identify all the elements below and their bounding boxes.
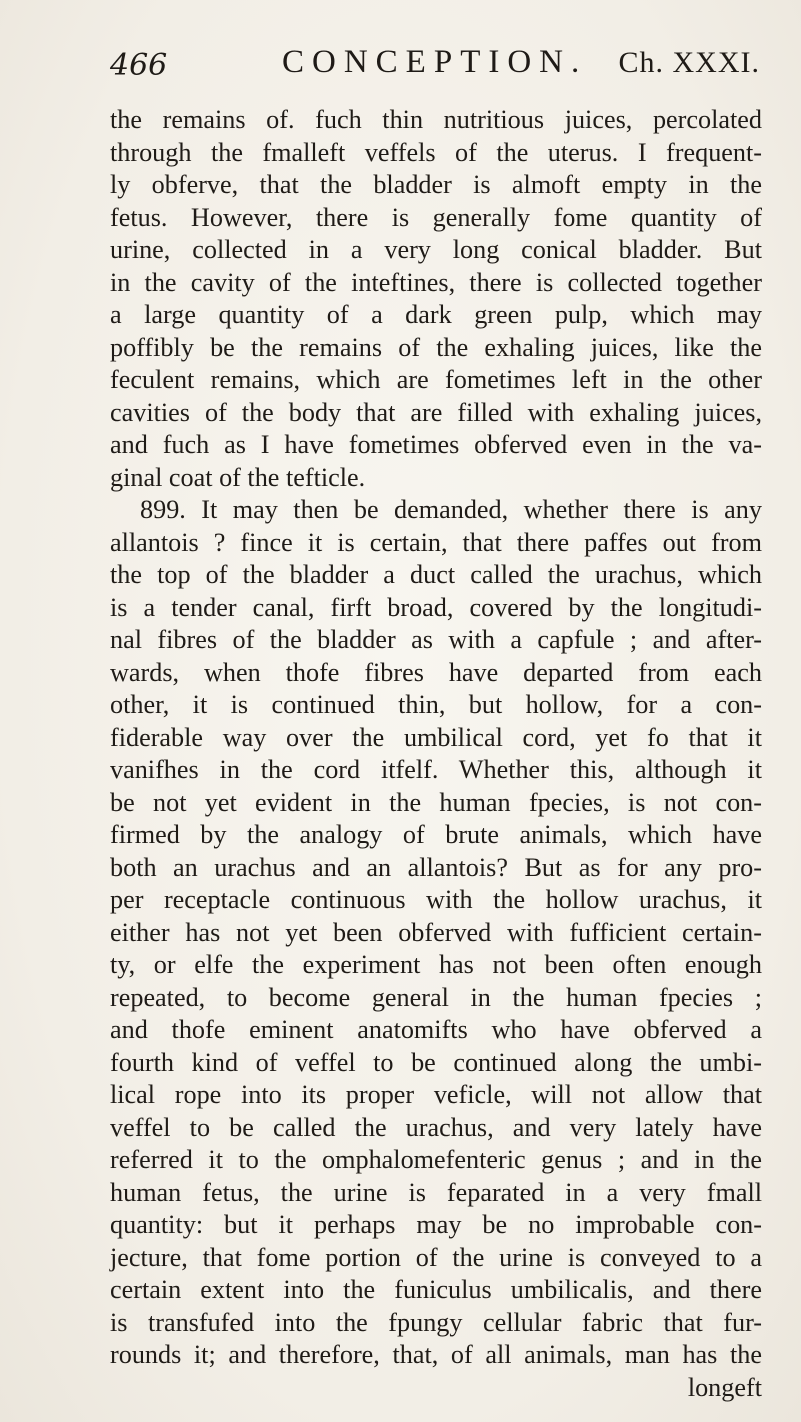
text-line: urine, collected in a very long conical bladder. But: [110, 235, 762, 264]
running-title: CONCEPTION.: [282, 44, 588, 80]
text-line: nal fibres of the bladder as with a capfule ; and after-: [110, 625, 762, 654]
page-header: [110, 44, 760, 94]
text-line: either has not yet been obferved with fufficient certain-: [110, 917, 762, 947]
text-line: and fuch as I have fometimes obferved even in the va-: [110, 430, 762, 459]
text-line: and thofe eminent anatomifts who have obferved a: [110, 1015, 762, 1044]
text-line: referred it to the omphalomefenteric genus ; and in the: [110, 1145, 762, 1174]
text-line: human fetus, the urine is feparated in a very fmall: [110, 1177, 762, 1207]
text-line: repeated, to become general in the human fpecies ;: [110, 982, 762, 1012]
text-line: fiderable way over the umbilical cord, yet fo that it: [110, 722, 762, 752]
text-line: allantois ? fince it is certain, that there paffes out from: [110, 527, 762, 557]
text-line: jecture, that fome portion of the urine is conveyed to a: [110, 1242, 762, 1272]
text-line: both an urachus and an allantois? But as for any pro-: [110, 852, 762, 882]
text-line: fetus. However, there is generally fome quantity of: [110, 202, 762, 232]
text-line: lical rope into its proper veficle, will not allow that: [110, 1080, 762, 1109]
text-line: poffibly be the remains of the exhaling juices, like the: [110, 332, 762, 362]
text-line: feculent remains, which are fometimes left in the other: [110, 365, 762, 394]
text-line: per receptacle continuous with the hollow urachus, it: [110, 885, 762, 914]
chapter-reference: Ch. XXXI.: [618, 46, 760, 79]
text-line: the remains of. fuch thin nutritious juices, percolated: [110, 105, 762, 134]
text-line: quantity: but it perhaps may be no improbable con-: [110, 1210, 762, 1239]
text-line: fourth kind of veffel to be continued along the umbi-: [110, 1047, 762, 1077]
text-line: a large quantity of a dark green pulp, which may: [110, 300, 762, 329]
text-line: wards, when thofe fibres have departed from each: [110, 657, 762, 687]
text-line: the top of the bladder a duct called the urachus, which: [110, 560, 762, 589]
text-line: other, it is continued thin, but hollow, for a con-: [110, 690, 762, 719]
page-number: 466: [110, 48, 168, 83]
paragraph-start-899: 899. It may then be demanded, whether there is any: [140, 495, 762, 524]
text-line: be not yet evident in the human fpecies, is not con-: [110, 787, 762, 817]
text-line: ty, or elfe the experiment has not been often enough: [110, 950, 762, 979]
catchword: longeft: [687, 1372, 762, 1402]
text-line: ginal coat of the tefticle.: [110, 462, 366, 492]
text-line: is a tender canal, firft broad, covered by the longitudi-: [110, 592, 762, 622]
body-text: [110, 104, 762, 1404]
text-line: rounds it; and therefore, that, of all animals, man has the: [110, 1340, 762, 1369]
text-line: firmed by the analogy of brute animals, which have: [110, 820, 762, 849]
text-line: in the cavity of the inteftines, there is collected together: [110, 267, 762, 297]
text-line: veffel to be called the urachus, and very lately have: [110, 1112, 762, 1142]
text-line: is transfufed into the fpungy cellular fabric that fur-: [110, 1307, 762, 1337]
text-line: certain extent into the funiculus umbilicalis, and there: [110, 1275, 762, 1304]
text-line: ly obferve, that the bladder is almoft empty in the: [110, 170, 762, 199]
text-line: vanifhes in the cord itfelf. Whether this, although it: [110, 755, 762, 784]
text-line: cavities of the body that are filled with exhaling juices,: [110, 397, 762, 427]
text-line: through the fmalleft veffels of the uterus. I frequent-: [110, 137, 762, 167]
